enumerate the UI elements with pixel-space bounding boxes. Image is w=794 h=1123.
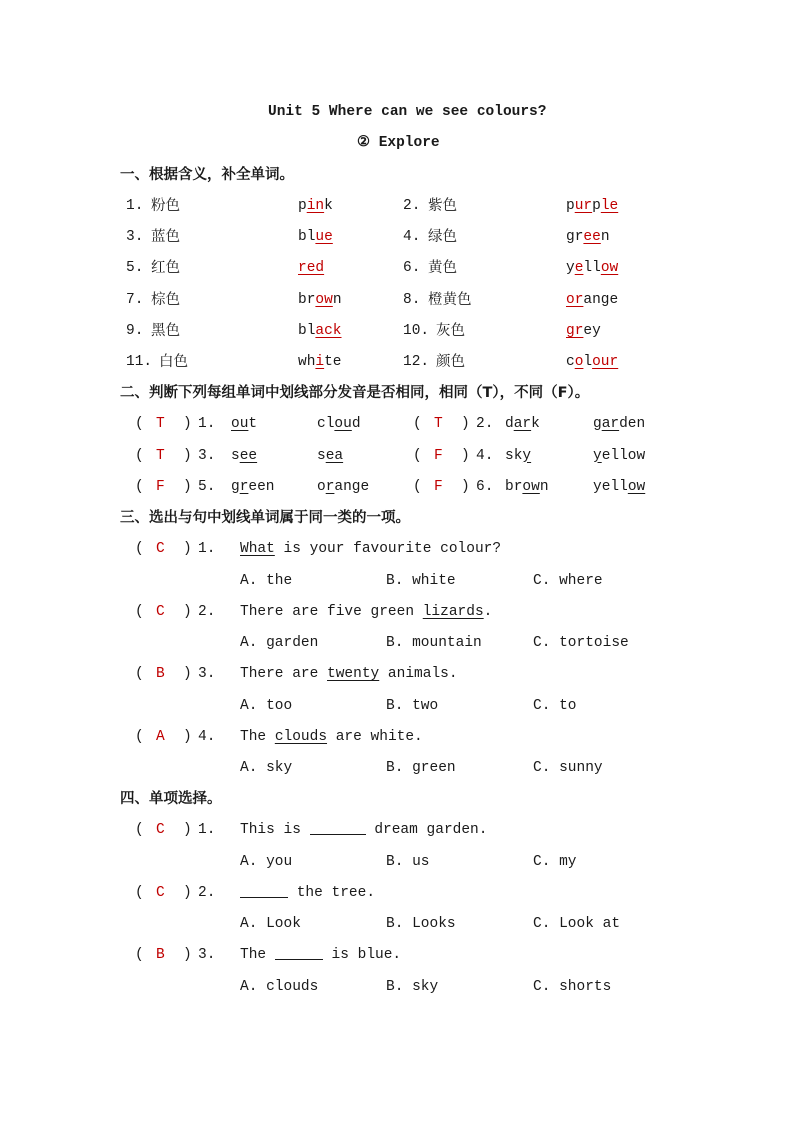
item-number: 3.	[198, 666, 216, 682]
paren-close: )	[461, 416, 470, 432]
chinese-meaning: 白色	[159, 354, 188, 370]
paren-close: )	[183, 728, 192, 745]
item-number: 3.	[126, 229, 144, 246]
question-sentence-underlined: What	[240, 541, 275, 557]
word-b: sea	[317, 447, 344, 464]
phonics-row	[0, 412, 794, 436]
word-answer-underlined: ow	[600, 260, 619, 277]
answer-letter: A	[156, 728, 165, 745]
option[interactable]: C. to	[533, 697, 577, 714]
option[interactable]: B. two	[386, 697, 439, 714]
word-answer-underlined: or	[566, 291, 584, 308]
question-row	[0, 725, 794, 749]
paren-close: )	[183, 603, 192, 620]
paren-open: (	[135, 666, 144, 682]
paren-close: )	[183, 666, 192, 682]
word-b-underlined: ou	[334, 416, 352, 432]
item-number: 4.	[198, 728, 216, 745]
paren-close: )	[183, 416, 192, 432]
item-number: 2.	[198, 603, 216, 620]
answer-letter: C	[156, 822, 165, 838]
answer-blank	[240, 883, 288, 898]
paren-open: (	[413, 447, 422, 464]
option[interactable]: B. sky	[386, 978, 439, 995]
word-a-underlined: ou	[231, 416, 249, 432]
section-3-title: 三、选出与句中划线单词属于同一类的一项。	[120, 510, 410, 526]
paren-close: )	[183, 884, 192, 901]
item-number: 5.	[198, 479, 216, 495]
item-number: 1.	[198, 541, 216, 557]
word-answer-underlined: le	[600, 198, 619, 214]
page-subtitle	[0, 131, 794, 155]
word-a: sky	[505, 447, 532, 464]
answer-letter: C	[156, 541, 165, 557]
paren-close: )	[183, 541, 192, 557]
section-4-heading	[0, 787, 794, 811]
option[interactable]: C. where	[533, 572, 603, 589]
word-answer-underlined: ack	[315, 322, 342, 339]
word-row	[0, 319, 794, 343]
item-number: 1.	[198, 822, 216, 838]
title-text: Unit 5 Where can we see colours?	[268, 104, 547, 120]
word-answer: brown	[298, 291, 342, 308]
chinese-meaning: 橙黄色	[428, 291, 472, 308]
option[interactable]: A. the	[240, 572, 293, 589]
word-a: out	[231, 416, 258, 432]
question-row	[0, 537, 794, 561]
word-answer: white	[298, 354, 342, 370]
word-a-underlined: ee	[239, 447, 258, 464]
question-sentence-underlined: lizards	[422, 603, 484, 620]
question-row	[0, 818, 794, 842]
page-title	[0, 100, 794, 124]
word-row	[0, 288, 794, 312]
word-answer-underlined: ow	[315, 291, 333, 308]
answer-letter: T	[156, 447, 165, 464]
word-row	[0, 350, 794, 374]
item-number: 11.	[126, 354, 153, 370]
option[interactable]: C. shorts	[533, 978, 612, 995]
word-row	[0, 225, 794, 249]
chinese-meaning: 蓝色	[151, 229, 180, 246]
word-a-underlined: y	[522, 447, 532, 464]
answer-letter: C	[156, 884, 165, 901]
word-answer-underlined: ee	[583, 229, 601, 246]
paren-open: (	[135, 947, 144, 963]
chinese-meaning: 紫色	[428, 198, 457, 214]
option[interactable]: A. too	[240, 697, 293, 714]
option[interactable]: A. clouds	[240, 978, 319, 995]
phonics-row	[0, 475, 794, 499]
item-number: 8.	[403, 291, 421, 308]
answer-letter: B	[156, 666, 165, 682]
paren-close: )	[461, 447, 470, 464]
option[interactable]: C. tortoise	[533, 635, 629, 651]
word-answer: grey	[566, 322, 601, 339]
question-row	[0, 662, 794, 686]
option[interactable]: A. garden	[240, 635, 319, 651]
item-number: 5.	[126, 260, 144, 277]
chinese-meaning: 灰色	[436, 322, 465, 339]
options-row	[0, 631, 794, 655]
word-b-underlined: r	[325, 479, 335, 495]
paren-open: (	[413, 416, 422, 432]
word-b-underlined: ea	[325, 447, 344, 464]
paren-open: (	[135, 728, 144, 745]
question-sentence: There are five green lizards.	[240, 603, 493, 620]
options-row	[0, 756, 794, 780]
option[interactable]: B. green	[386, 760, 456, 776]
word-b-underlined: ar	[601, 416, 620, 432]
word-b: garden	[593, 416, 646, 432]
section-2-title: 二、判断下列每组单词中划线部分发音是否相同，相同（T），不同（F）。	[120, 385, 590, 401]
word-answer-underlined: ur	[574, 198, 593, 214]
paren-close: )	[183, 447, 192, 464]
item-number: 3.	[198, 447, 216, 464]
chinese-meaning: 绿色	[428, 229, 457, 246]
word-a-underlined: r	[239, 479, 249, 495]
section-2-heading	[0, 381, 794, 405]
item-number: 1.	[198, 416, 216, 432]
chinese-meaning: 黑色	[151, 322, 180, 339]
answer-letter: T	[156, 416, 165, 432]
chinese-meaning: 粉色	[151, 198, 180, 214]
item-number: 4.	[403, 229, 421, 246]
word-answer-underlined: our	[592, 354, 619, 370]
word-b: orange	[317, 479, 370, 495]
answer-letter: F	[434, 447, 443, 464]
option[interactable]: B. us	[386, 853, 430, 870]
paren-open: (	[135, 603, 144, 620]
options-row	[0, 975, 794, 999]
option[interactable]: B. white	[386, 572, 456, 589]
word-a: dark	[505, 416, 540, 432]
answer-letter: B	[156, 947, 165, 963]
section-4-title: 四、单项选择。	[120, 791, 222, 807]
options-row	[0, 850, 794, 874]
question-sentence-underlined: twenty	[327, 666, 380, 682]
word-b: yellow	[593, 447, 646, 464]
word-row	[0, 256, 794, 280]
word-b: yellow	[593, 479, 646, 495]
option[interactable]: C. sunny	[533, 760, 603, 776]
word-answer: purple	[566, 198, 619, 214]
section-1-title: 一、根据含义，补全单词。	[120, 167, 294, 183]
option[interactable]: A. Look	[240, 916, 301, 932]
word-answer-underlined: red	[298, 260, 325, 277]
word-answer-underlined: i	[315, 354, 325, 370]
question-sentence: This is dream garden.	[240, 822, 488, 838]
answer-blank	[275, 945, 323, 960]
section-1-heading	[0, 163, 794, 187]
question-row	[0, 943, 794, 967]
question-sentence: The clouds are white.	[240, 728, 423, 745]
option[interactable]: B. mountain	[386, 635, 482, 651]
item-number: 10.	[403, 322, 430, 339]
word-b: cloud	[317, 416, 361, 432]
word-answer: green	[566, 229, 610, 246]
word-b-underlined: y	[593, 447, 602, 464]
option[interactable]: A. sky	[240, 760, 293, 776]
word-answer: black	[298, 322, 342, 339]
word-answer-underlined: in	[306, 198, 325, 214]
option[interactable]: C. my	[533, 853, 577, 870]
option[interactable]: B. Looks	[386, 916, 456, 932]
word-a: see	[231, 447, 258, 464]
chinese-meaning: 黄色	[428, 260, 457, 277]
item-number: 7.	[126, 291, 144, 308]
chinese-meaning: 颜色	[436, 354, 465, 370]
word-answer	[298, 256, 324, 280]
paren-open: (	[135, 884, 144, 901]
question-sentence-underlined: clouds	[274, 728, 328, 745]
paren-close: )	[183, 822, 192, 838]
answer-letter: F	[156, 479, 165, 495]
paren-open: (	[413, 479, 422, 495]
paren-open: (	[135, 447, 144, 464]
word-answer: yellow	[566, 260, 619, 277]
answer-letter: F	[434, 479, 443, 495]
item-number: 1.	[126, 198, 144, 214]
word-answer: pink	[298, 198, 333, 214]
item-number: 6.	[476, 479, 494, 495]
word-answer: blue	[298, 229, 333, 246]
word-row	[0, 194, 794, 218]
phonics-row	[0, 444, 794, 468]
question-sentence: There are twenty animals.	[240, 666, 458, 682]
word-a: brown	[505, 479, 549, 495]
item-number: 12.	[403, 354, 430, 370]
question-row	[0, 600, 794, 624]
question-sentence: What is your favourite colour?	[240, 541, 502, 557]
options-row	[0, 569, 794, 593]
paren-open: (	[135, 479, 144, 495]
paren-open: (	[135, 541, 144, 557]
word-answer-underlined: gr	[566, 322, 584, 339]
question-row	[0, 881, 794, 905]
paren-close: )	[461, 479, 470, 495]
option[interactable]: A. you	[240, 853, 293, 870]
item-number: 2.	[198, 884, 216, 901]
section-3-heading	[0, 506, 794, 530]
paren-open: (	[135, 822, 144, 838]
item-number: 3.	[198, 947, 216, 963]
chinese-meaning: 棕色	[151, 291, 180, 308]
word-a: green	[231, 479, 275, 495]
word-b-underlined: ow	[627, 479, 646, 495]
chinese-meaning: 红色	[151, 260, 180, 277]
answer-letter: C	[156, 603, 165, 620]
subtitle-text: ② Explore	[357, 135, 440, 151]
word-a-underlined: ow	[522, 479, 540, 495]
item-number: 2.	[476, 416, 494, 432]
options-row	[0, 912, 794, 936]
paren-close: )	[183, 947, 192, 963]
word-a-underlined: ar	[513, 416, 532, 432]
word-answer-underlined: ue	[315, 229, 333, 246]
option[interactable]: C. Look at	[533, 916, 621, 932]
item-number: 6.	[403, 260, 421, 277]
item-number: 2.	[403, 198, 421, 214]
word-answer-underlined: e	[574, 260, 584, 277]
answer-blank	[310, 820, 366, 835]
answer-letter: T	[434, 416, 443, 432]
word-answer-underlined: o	[574, 354, 584, 370]
question-sentence: The is blue.	[240, 947, 402, 963]
paren-close: )	[183, 479, 192, 495]
item-number: 9.	[126, 322, 144, 339]
options-row	[0, 694, 794, 718]
item-number: 4.	[476, 447, 494, 464]
question-sentence: the tree.	[240, 881, 375, 905]
paren-open: (	[135, 416, 144, 432]
word-answer: colour	[566, 354, 619, 370]
word-answer: orange	[566, 291, 619, 308]
